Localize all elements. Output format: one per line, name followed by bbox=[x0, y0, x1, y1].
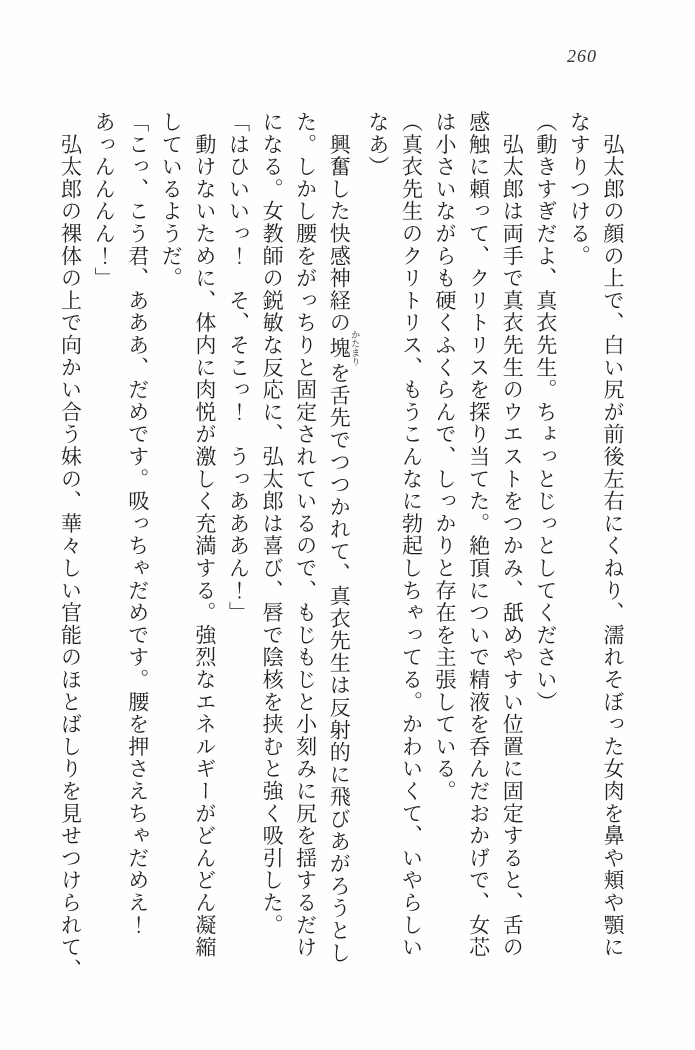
ruby-annotated-word: 塊 かたまり bbox=[327, 330, 361, 366]
text-column: （動きすぎだよ、真衣先生。ちょっとじっとしてください） bbox=[533, 111, 558, 714]
text-column: 弘太郎の裸体の上で向かい合う妹の、華々しい官能のほとばしりを見せつけられて、 bbox=[58, 111, 83, 981]
text-column: た。しかし腰をがっちりと固定されているので、もじもじと小刻みに尻を揺するだけ bbox=[293, 111, 318, 959]
text-column: あっんんんん！」 bbox=[92, 111, 117, 290]
text-column: なすりつける。 bbox=[567, 111, 592, 268]
text-column: 感触に頼って、クリトリスを探り当てた。絶頂についで精液を呑んだおかげで、女芯 bbox=[466, 111, 491, 959]
text-column: しているようだ。 bbox=[159, 111, 184, 290]
text-column: 弘太郎は両手で真衣先生のウエストをつかみ、舐めやすい位置に固定すると、舌の bbox=[500, 111, 525, 959]
body-text bbox=[57, 111, 629, 1011]
text-column: 「こっ、こう君、あああ、だめです。吸っちゃだめです。腰を押さえちゃだめえ！ bbox=[125, 111, 150, 937]
text-column: 動けないために、体内に肉悦が激しく充満する。強烈なエネルギーがどんどん凝縮 bbox=[192, 111, 217, 959]
text-column: は小さいながらも硬くふくらんで、しっかりと存在を主張している。 bbox=[433, 111, 458, 803]
text-column: 「はひいいっ！ そ、そこっ！ うっあああん！」 bbox=[226, 111, 251, 624]
text-column: （真衣先生のクリトリス、もうこんなに勃起しちゃってる。かわいくて、いやらしい bbox=[399, 111, 424, 959]
page-number: 260 bbox=[567, 46, 597, 66]
text-column: になる。女教師の鋭敏な反応に、弘太郎は喜び、唇で陰核を挟むと強く吸引した。 bbox=[260, 111, 285, 937]
text-column: 興奮した快感神経の塊 かたまりを舌先でつつかれて、真衣先生は反射的に飛びあがろうとし bbox=[327, 111, 361, 965]
text-column: なあ） bbox=[365, 111, 390, 178]
text-column: 弘太郎の顔の上で、白い尻が前後左右にくねり、濡れそぼった女肉を鼻や頬や顎に bbox=[601, 111, 625, 959]
